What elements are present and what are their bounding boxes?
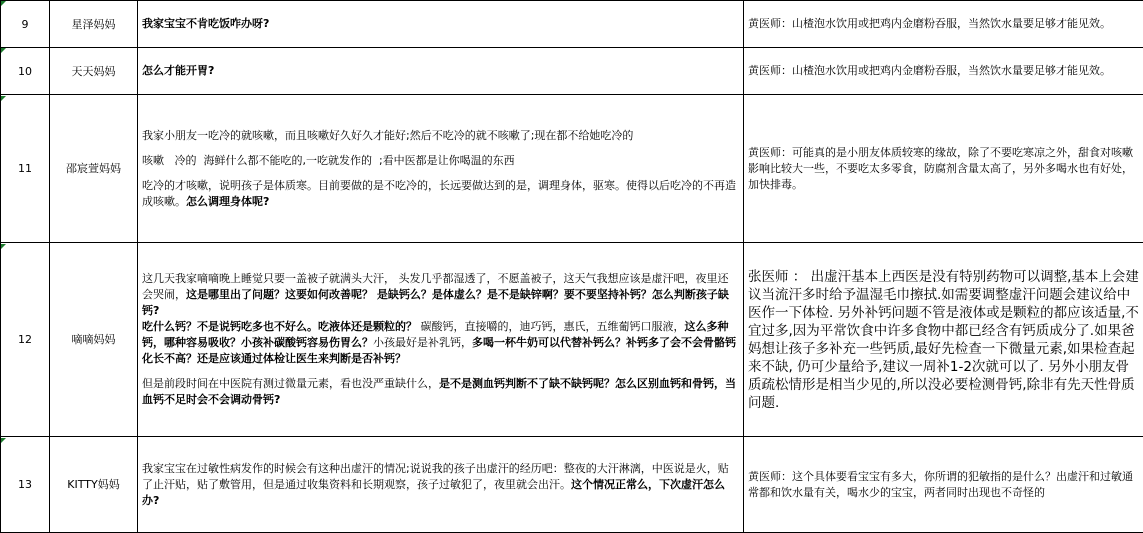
answer-cell[interactable]: 黄医师：山楂泡水饮用或把鸡内金磨粉吞服，当然饮水量要足够才能见效。 <box>744 1 1143 48</box>
question-text: 怎么才能开胃? <box>142 64 214 77</box>
question-emphasis: 是不是测血钙判断不了缺不缺钙呢？怎么区别血钙和骨钙，当血钙不足时会不会调动骨钙? <box>142 377 736 406</box>
asker-name-cell[interactable]: 邵宸萱妈妈 <box>50 95 138 243</box>
table-row <box>1 243 1143 437</box>
question-emphasis: 这是哪里出了问题？这要如何改善呢？ 是缺钙么？是体虚么？是不是缺锌啊？要不要坚持补钙？怎么判断孩子缺钙? <box>142 288 729 317</box>
comment-marker-icon <box>1 48 6 53</box>
row-number-cell[interactable]: 12 <box>1 243 50 437</box>
question-paragraph <box>142 271 739 367</box>
answer-cell[interactable]: 黄医师：山楂泡水饮用或把鸡内金磨粉吞服，当然饮水量要足够才能见效。 <box>744 48 1143 95</box>
comment-marker-icon <box>1 438 6 443</box>
question-paragraph <box>142 461 739 509</box>
question-text: 小孩最好是补乳钙， <box>373 336 472 349</box>
question-paragraph: 我家小朋友一吃冷的就咳嗽，而且咳嗽好久好久才能好;然后不吃冷的就不咳嗽了;现在都不给她吃冷的 <box>142 128 739 144</box>
question-emphasis: 多喝一杯牛奶可以代替补钙么？补钙多了会不会骨骼钙化长不高？还是应该通过体检让医生来判断是否补钙？ <box>142 336 736 365</box>
question-text: 但是前段时间在中医院有测过微量元素，看也没严重缺什么， <box>142 377 439 390</box>
question-cell[interactable] <box>138 1 744 48</box>
row-number-cell[interactable]: 13 <box>1 437 50 533</box>
asker-name-cell[interactable]: 星泽妈妈 <box>50 1 138 48</box>
question-cell[interactable] <box>138 48 744 95</box>
row-number-cell[interactable]: 10 <box>1 48 50 95</box>
question-cell[interactable] <box>138 95 744 243</box>
question-emphasis: 吃什么钙？不是说钙吃多也不好么。吃液体还是颗粒的？ <box>142 320 417 333</box>
row-number-cell[interactable] <box>1 1 50 48</box>
question-text: 我家宝宝在过敏性病发作的时候会有这种出虚汗的情况;说说我的孩子出虚汗的经历吧：整夜的大汗淋漓，中医说是火，贴了止汗贴，贴了敷管用，但是通过收集资料和长期观察，孩子过敏犯了，夜里就会出汗。 <box>142 462 729 491</box>
question-emphasis: 这么多种钙，哪种容易吸收？小孩补碳酸钙容易伤胃么？ <box>142 320 729 349</box>
answer-cell[interactable]: 黄医师：这个具体要看宝宝有多大，你所谓的犯敏指的是什么？出虚汗和过敏通常都和饮水量有关，喝水少的宝宝，两者同时出现也不奇怪的 <box>744 437 1143 533</box>
question-paragraph <box>142 178 739 210</box>
table-row <box>1 437 1143 533</box>
question-emphasis: 怎么调理身体呢? <box>186 195 269 208</box>
question-cell[interactable] <box>138 437 744 533</box>
answer-cell[interactable]: 张医师 ： 出虚汗基本上西医是没有特别药物可以调整,基本上会建议当流汗多时给予温湿毛巾擦拭.如需要调整虚汗问题会建议给中医作一下体检. 另外补钙问题不管是液体或是颗粒的都应该适量,不宜过多,因为平常饮食中许多食物中都已经含有钙质成分了.如果爸妈想让孩子多补充一些钙质,最好先检查一下微量元素,如果检查起来不缺, 仍可少量给予,建议一周补1-2次就可以了. 另外小朋友骨质疏松情形是相当少见的,所以没必要检测骨钙,除非有先天性骨质问题. <box>744 243 1143 437</box>
comment-marker-icon <box>1 96 6 101</box>
asker-name-cell[interactable]: KITTY妈妈 <box>50 437 138 533</box>
question-text: 碳酸钙，直接嚼的，迪巧钙，惠氏，五维葡钙口服液， <box>417 320 685 333</box>
asker-name-cell[interactable]: 天天妈妈 <box>50 48 138 95</box>
row-number-cell[interactable]: 11 <box>1 95 50 243</box>
question-paragraph <box>142 376 739 408</box>
question-text: 吃冷的才咳嗽，说明孩子是体质寒。目前要做的是不吃冷的，长远要做达到的是，调理身体，驱寒。使得以后吃冷的不再造成咳嗽。 <box>142 179 736 208</box>
comment-marker-icon <box>1 1 6 6</box>
table-row <box>1 95 1143 243</box>
asker-name-cell[interactable]: 嘀嘀妈妈 <box>50 243 138 437</box>
table-row <box>1 1 1143 48</box>
question-cell[interactable] <box>138 243 744 437</box>
question-paragraph: 咳嗽 冷的 海鲜什么都不能吃的,一吃就发作的 ;看中医都是让你喝温的东西 <box>142 153 739 169</box>
answer-cell[interactable]: 黄医师：可能真的是小朋友体质较寒的缘故，除了不要吃寒凉之外，甜食对咳嗽影响比较大一些，不要吃太多零食，防腐剂含量太高了，另外多喝水也有好处，加快排毒。 <box>744 95 1143 243</box>
comment-marker-icon <box>1 244 6 249</box>
question-text: 这几天我家嘀嘀晚上睡觉只要一盖被子就满头大汗， 头发几乎都湿透了，不愿盖被子，这天气我想应该是虚汗吧，夜里还会哭闹， <box>142 272 729 301</box>
row-number: 9 <box>22 18 29 31</box>
question-text: 我家宝宝不肯吃饭咋办呀? <box>142 17 269 30</box>
question-emphasis: 这个情况正常么，下次虚汗怎么办? <box>142 478 725 507</box>
table-row <box>1 48 1143 95</box>
